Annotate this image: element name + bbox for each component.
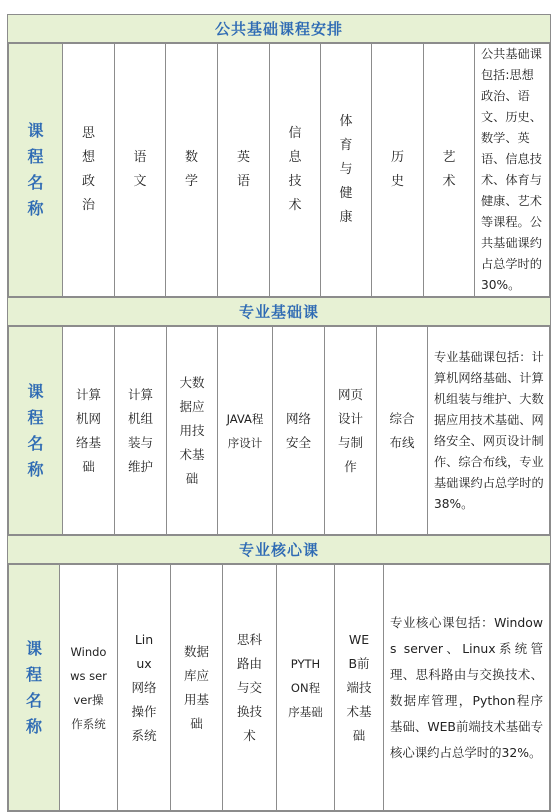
course-cell: 英语 [218, 44, 270, 297]
course-cell: 思想政治 [63, 44, 115, 297]
course-row-professional-core [8, 564, 550, 811]
row-label: 课程名称 [9, 565, 60, 811]
course-cell: 数学 [166, 44, 218, 297]
course-cell: Windows server操作系统 [60, 565, 118, 811]
course-description: 专业核心课包括：Windows server、Linux系统管理、思科路由与交换技术、数据库管理，Python程序基础、WEB前端技术基础专核心课约占总学时的32%。 [384, 565, 550, 811]
course-cell: 艺术 [424, 44, 475, 297]
section-title: 公共基础课程安排 [214, 20, 343, 38]
row-label: 课程名称 [9, 327, 63, 535]
section-header-professional-core [8, 536, 551, 564]
course-cell: 思科路由与交换技术 [223, 565, 277, 811]
section-header-professional-basic [8, 298, 551, 326]
course-row-professional-basic [8, 326, 550, 535]
course-cell: 历史 [372, 44, 424, 297]
course-cell: 体育与健康 [321, 44, 372, 297]
course-cell: 计算机网络基础 [63, 327, 115, 535]
course-description: 专业基础课包括：计算机网络基础、计算机组装与维护、大数据应用技术基础、网络安全、网页设计制作、综合布线，专业基础课约占总学时的38%。 [428, 327, 550, 535]
course-cell: 综合布线 [377, 327, 428, 535]
course-cell: JAVA程序设计 [218, 327, 273, 535]
section-header-public-basic [8, 15, 551, 43]
course-cell: PYTHON程序基础 [277, 565, 335, 811]
course-cell: WEB前端技术基础 [335, 565, 384, 811]
section-title: 专业基础课 [238, 303, 319, 321]
course-cell: 网页设计与制作 [325, 327, 377, 535]
course-cell: Linux网络操作系统 [118, 565, 171, 811]
curriculum-table [7, 14, 551, 812]
course-cell: 大数据应用技术基础 [167, 327, 218, 535]
course-description: 公共基础课包括:思想政治、语文、历史、数学、英语、信息技术、体育与健康、艺术等课程。公共基础课约占总学时的30%。 [475, 44, 550, 297]
course-row-public-basic [8, 43, 550, 297]
course-cell: 信息技术 [270, 44, 321, 297]
course-cell: 语文 [115, 44, 166, 297]
course-cell: 数据库应用基础 [171, 565, 223, 811]
row-label: 课程名称 [9, 44, 63, 297]
course-cell: 网络安全 [273, 327, 325, 535]
course-cell: 计算机组装与维护 [115, 327, 167, 535]
section-title: 专业核心课 [238, 541, 319, 559]
